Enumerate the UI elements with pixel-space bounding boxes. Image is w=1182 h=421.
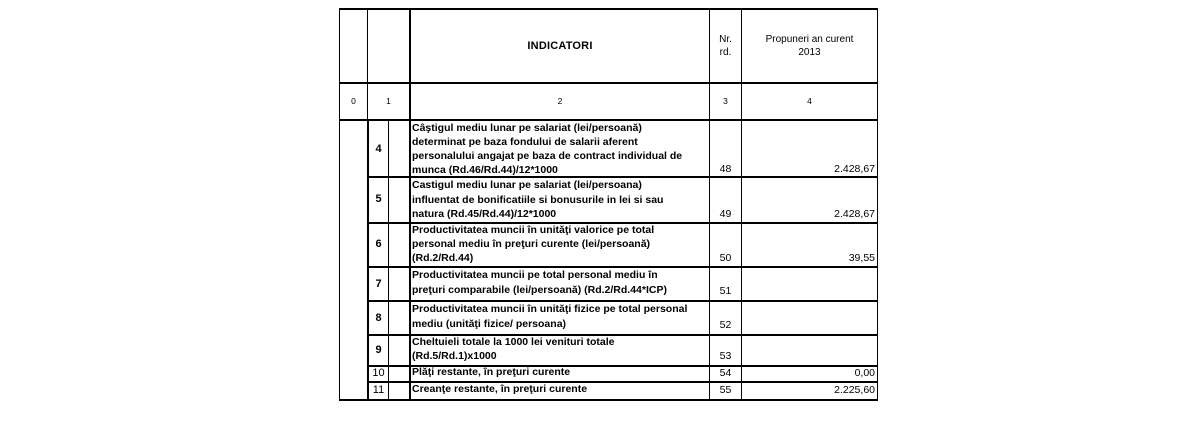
row-description-line: Productivitatea muncii în unităţi fizice pe total personal: [412, 303, 688, 315]
row-value: 2.428,67: [834, 163, 875, 175]
row-value: 0,00: [854, 367, 875, 379]
row-description-line: preţuri comparabile (lei/persoană) (Rd.2/Rd.44*ICP): [412, 284, 667, 296]
row-description-line: (Rd.2/Rd.44): [412, 252, 474, 264]
column-number-4: 4: [807, 96, 812, 106]
row-description-line: munca (Rd.46/Rd.44)/12*1000: [412, 164, 558, 176]
row-nr: 49: [719, 208, 732, 220]
row-index: 5: [375, 193, 382, 205]
header-indicators: INDICATORI: [527, 40, 593, 52]
row-description-line: natura (Rd.45/Rd.44)/12*1000: [412, 208, 557, 220]
row-index: 10: [372, 367, 385, 379]
header-nr-rd-line2: rd.: [719, 47, 732, 58]
row-index: 4: [375, 143, 382, 155]
row-description-line: Creanţe restante, în preţuri curente: [412, 383, 588, 395]
column-number-1: 1: [386, 96, 391, 106]
row-index: 7: [375, 278, 382, 290]
row-description-line: Cheltuieli totale la 1000 lei venituri totale: [412, 336, 615, 348]
row-description-line: Câştigul mediu lunar pe salariat (lei/persoană): [412, 122, 642, 134]
row-index: 9: [375, 344, 382, 356]
row-nr: 52: [719, 319, 732, 331]
row-index: 6: [375, 238, 382, 250]
row-index: 8: [375, 312, 382, 324]
row-value: 2.428,67: [834, 208, 875, 220]
row-nr: 48: [719, 163, 732, 175]
row-nr: 53: [719, 350, 732, 362]
row-value: 2.225,60: [834, 384, 875, 396]
column-number-3: 3: [723, 96, 728, 106]
row-description-line: Productivitatea muncii în unităţi valorice pe total: [412, 224, 655, 236]
row-nr: 50: [719, 252, 732, 264]
column-number-0: 0: [351, 96, 356, 106]
row-description-line: personal mediu în preţuri curente (lei/persoană): [412, 238, 651, 250]
row-description-line: determinat pe baza fondului de salarii aferent: [412, 136, 638, 148]
row-description-line: influentat de bonificatiile si bonusurile in lei si sau: [412, 194, 664, 206]
row-description-line: Castigul mediu lunar pe salariat (lei/persoana): [412, 179, 642, 191]
header-nr-rd-line1: Nr.: [719, 34, 732, 45]
row-description-line: Productivitatea muncii pe total personal mediu în: [412, 269, 658, 281]
row-description-line: personalului angajat pe baza de contract individual de: [412, 150, 683, 162]
row-nr: 55: [719, 384, 732, 396]
row-nr: 54: [719, 367, 732, 379]
row-value: 39,55: [848, 252, 875, 264]
row-index: 11: [372, 384, 385, 396]
header-proposal-line2: 2013: [798, 47, 821, 58]
row-description-line: Plăţi restante, în preţuri curente: [412, 366, 571, 378]
row-description-line: mediu (unităţi fizice/ persoana): [412, 318, 567, 330]
header-proposal-line1: Propuneri an curent: [765, 34, 854, 45]
row-description-line: (Rd.5/Rd.1)x1000: [412, 350, 497, 362]
column-number-2: 2: [557, 96, 563, 106]
row-nr: 51: [719, 285, 732, 297]
